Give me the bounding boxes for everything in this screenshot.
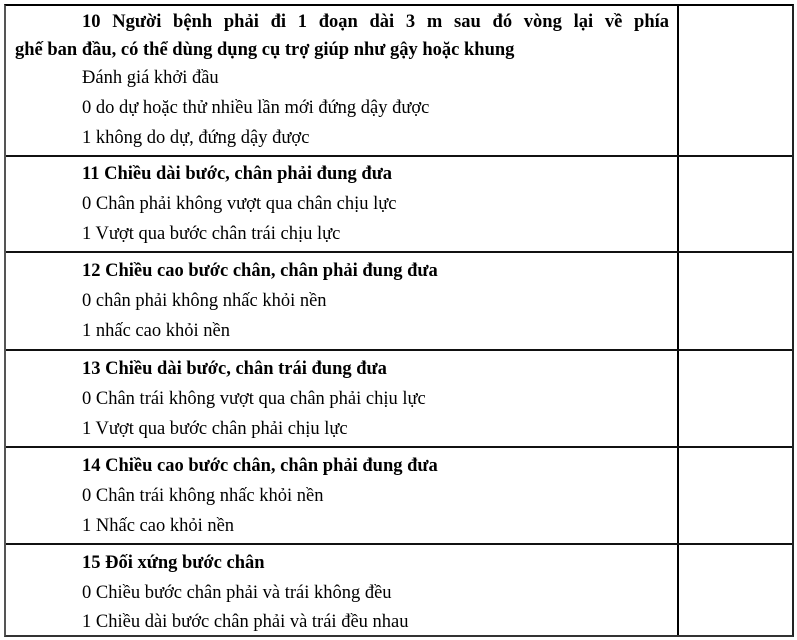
- score-cell[interactable]: [677, 351, 792, 446]
- item-description-cell: [6, 448, 677, 543]
- score-cell[interactable]: [677, 157, 792, 251]
- item-description-cell: [6, 6, 677, 155]
- score-cell[interactable]: [677, 545, 792, 635]
- item-title: 15 Đối xứng bước chân: [82, 553, 265, 573]
- item-title: 13 Chiều dài bước, chân trái đung đưa: [82, 359, 387, 379]
- item-title-continued: ghế ban đầu, có thể dùng dụng cụ trợ giúp như gậy hoặc khung: [15, 40, 515, 60]
- item-option: 0 Chiều bước chân phải và trái không đều: [82, 583, 392, 603]
- item-option: 0 Chân trái không nhấc khỏi nền: [82, 486, 324, 506]
- item-description-cell: [6, 157, 677, 251]
- table-row: [6, 251, 792, 349]
- item-title: 14 Chiều cao bước chân, chân phải đung đưa: [82, 456, 438, 476]
- item-title: 12 Chiều cao bước chân, chân phải đung đưa: [82, 261, 438, 281]
- table-row: [6, 349, 792, 446]
- table-row: [6, 6, 792, 155]
- score-cell[interactable]: [677, 6, 792, 155]
- table-row: [6, 446, 792, 543]
- item-option: 1 Vượt qua bước chân phải chịu lực: [82, 419, 348, 439]
- item-title: 11 Chiều dài bước, chân phải đung đưa: [82, 164, 393, 184]
- item-option: 0 do dự hoặc thử nhiều lần mới đứng dậy được: [82, 98, 430, 118]
- item-option: 1 không do dự, đứng dậy được: [82, 128, 310, 148]
- item-option: 0 Chân phải không vượt qua chân chịu lực: [82, 194, 397, 214]
- item-option: 0 chân phải không nhấc khỏi nền: [82, 291, 327, 311]
- item-description-cell: [6, 351, 677, 446]
- item-option: 1 Nhấc cao khỏi nền: [82, 516, 235, 536]
- item-option: 0 Chân trái không vượt qua chân phải chịu lực: [82, 389, 426, 409]
- item-option: 1 nhấc cao khỏi nền: [82, 321, 230, 341]
- assessment-table: [4, 4, 794, 637]
- item-description-cell: [6, 545, 677, 635]
- item-option: 1 Vượt qua bước chân trái chịu lực: [82, 224, 341, 244]
- item-title: 10 Người bệnh phải đi 1 đoạn dài 3 m sau đó vòng lại về phía: [82, 12, 669, 32]
- item-description-cell: [6, 253, 677, 349]
- score-cell[interactable]: [677, 448, 792, 543]
- item-subtitle: Đánh giá khởi đầu: [82, 68, 219, 88]
- table-row: [6, 543, 792, 635]
- score-cell[interactable]: [677, 253, 792, 349]
- table-row: [6, 155, 792, 251]
- item-option: 1 Chiều dài bước chân phải và trái đều nhau: [82, 612, 409, 632]
